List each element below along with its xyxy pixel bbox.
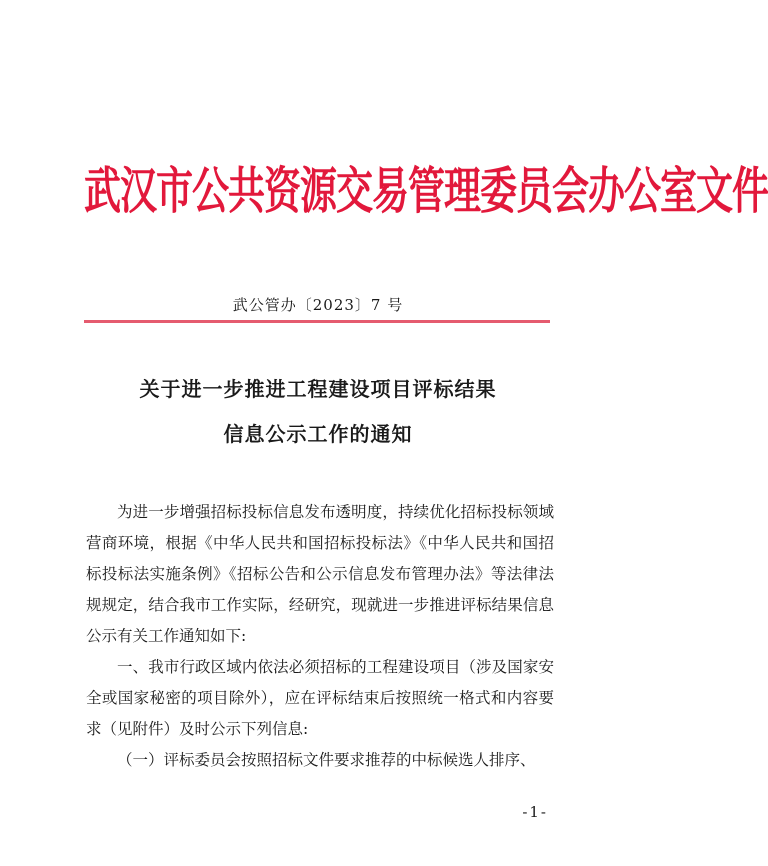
notice-title-line-1: 关于进一步推进工程建设项目评标结果 (139, 377, 497, 401)
body-paragraph: 一、我市行政区域内依法必须招标的工程建设项目（涉及国家安全或国家秘密的项目除外），应在评标结束后按照统一格式和内容要求（见附件）及时公示下列信息: (86, 658, 554, 738)
masthead-title: 武汉市公共资源交易管理委员会办公室文件 (84, 162, 768, 221)
notice-title-line-2: 信息公示工作的通知 (223, 422, 413, 446)
body-text (86, 497, 554, 776)
document-number: 武公管办〔2023〕7 号 (232, 296, 404, 314)
red-divider-line (84, 320, 550, 323)
body-paragraph: 为进一步增强招标投标信息发布透明度，持续优化招标投标领域营商环境，根据《中华人民共和国招标投标法》《中华人民共和国招标投标法实施条例》《招标公告和公示信息发布管理办法》等法律法规规定，结合我市工作实际，经研究，现就进一步推进评标结果信息公示有关工作通知如下: (86, 503, 554, 645)
page-number: -1- (522, 803, 548, 821)
body-paragraph: （一）评标委员会按照招标文件要求推荐的中标候选人排序、 (117, 751, 536, 769)
